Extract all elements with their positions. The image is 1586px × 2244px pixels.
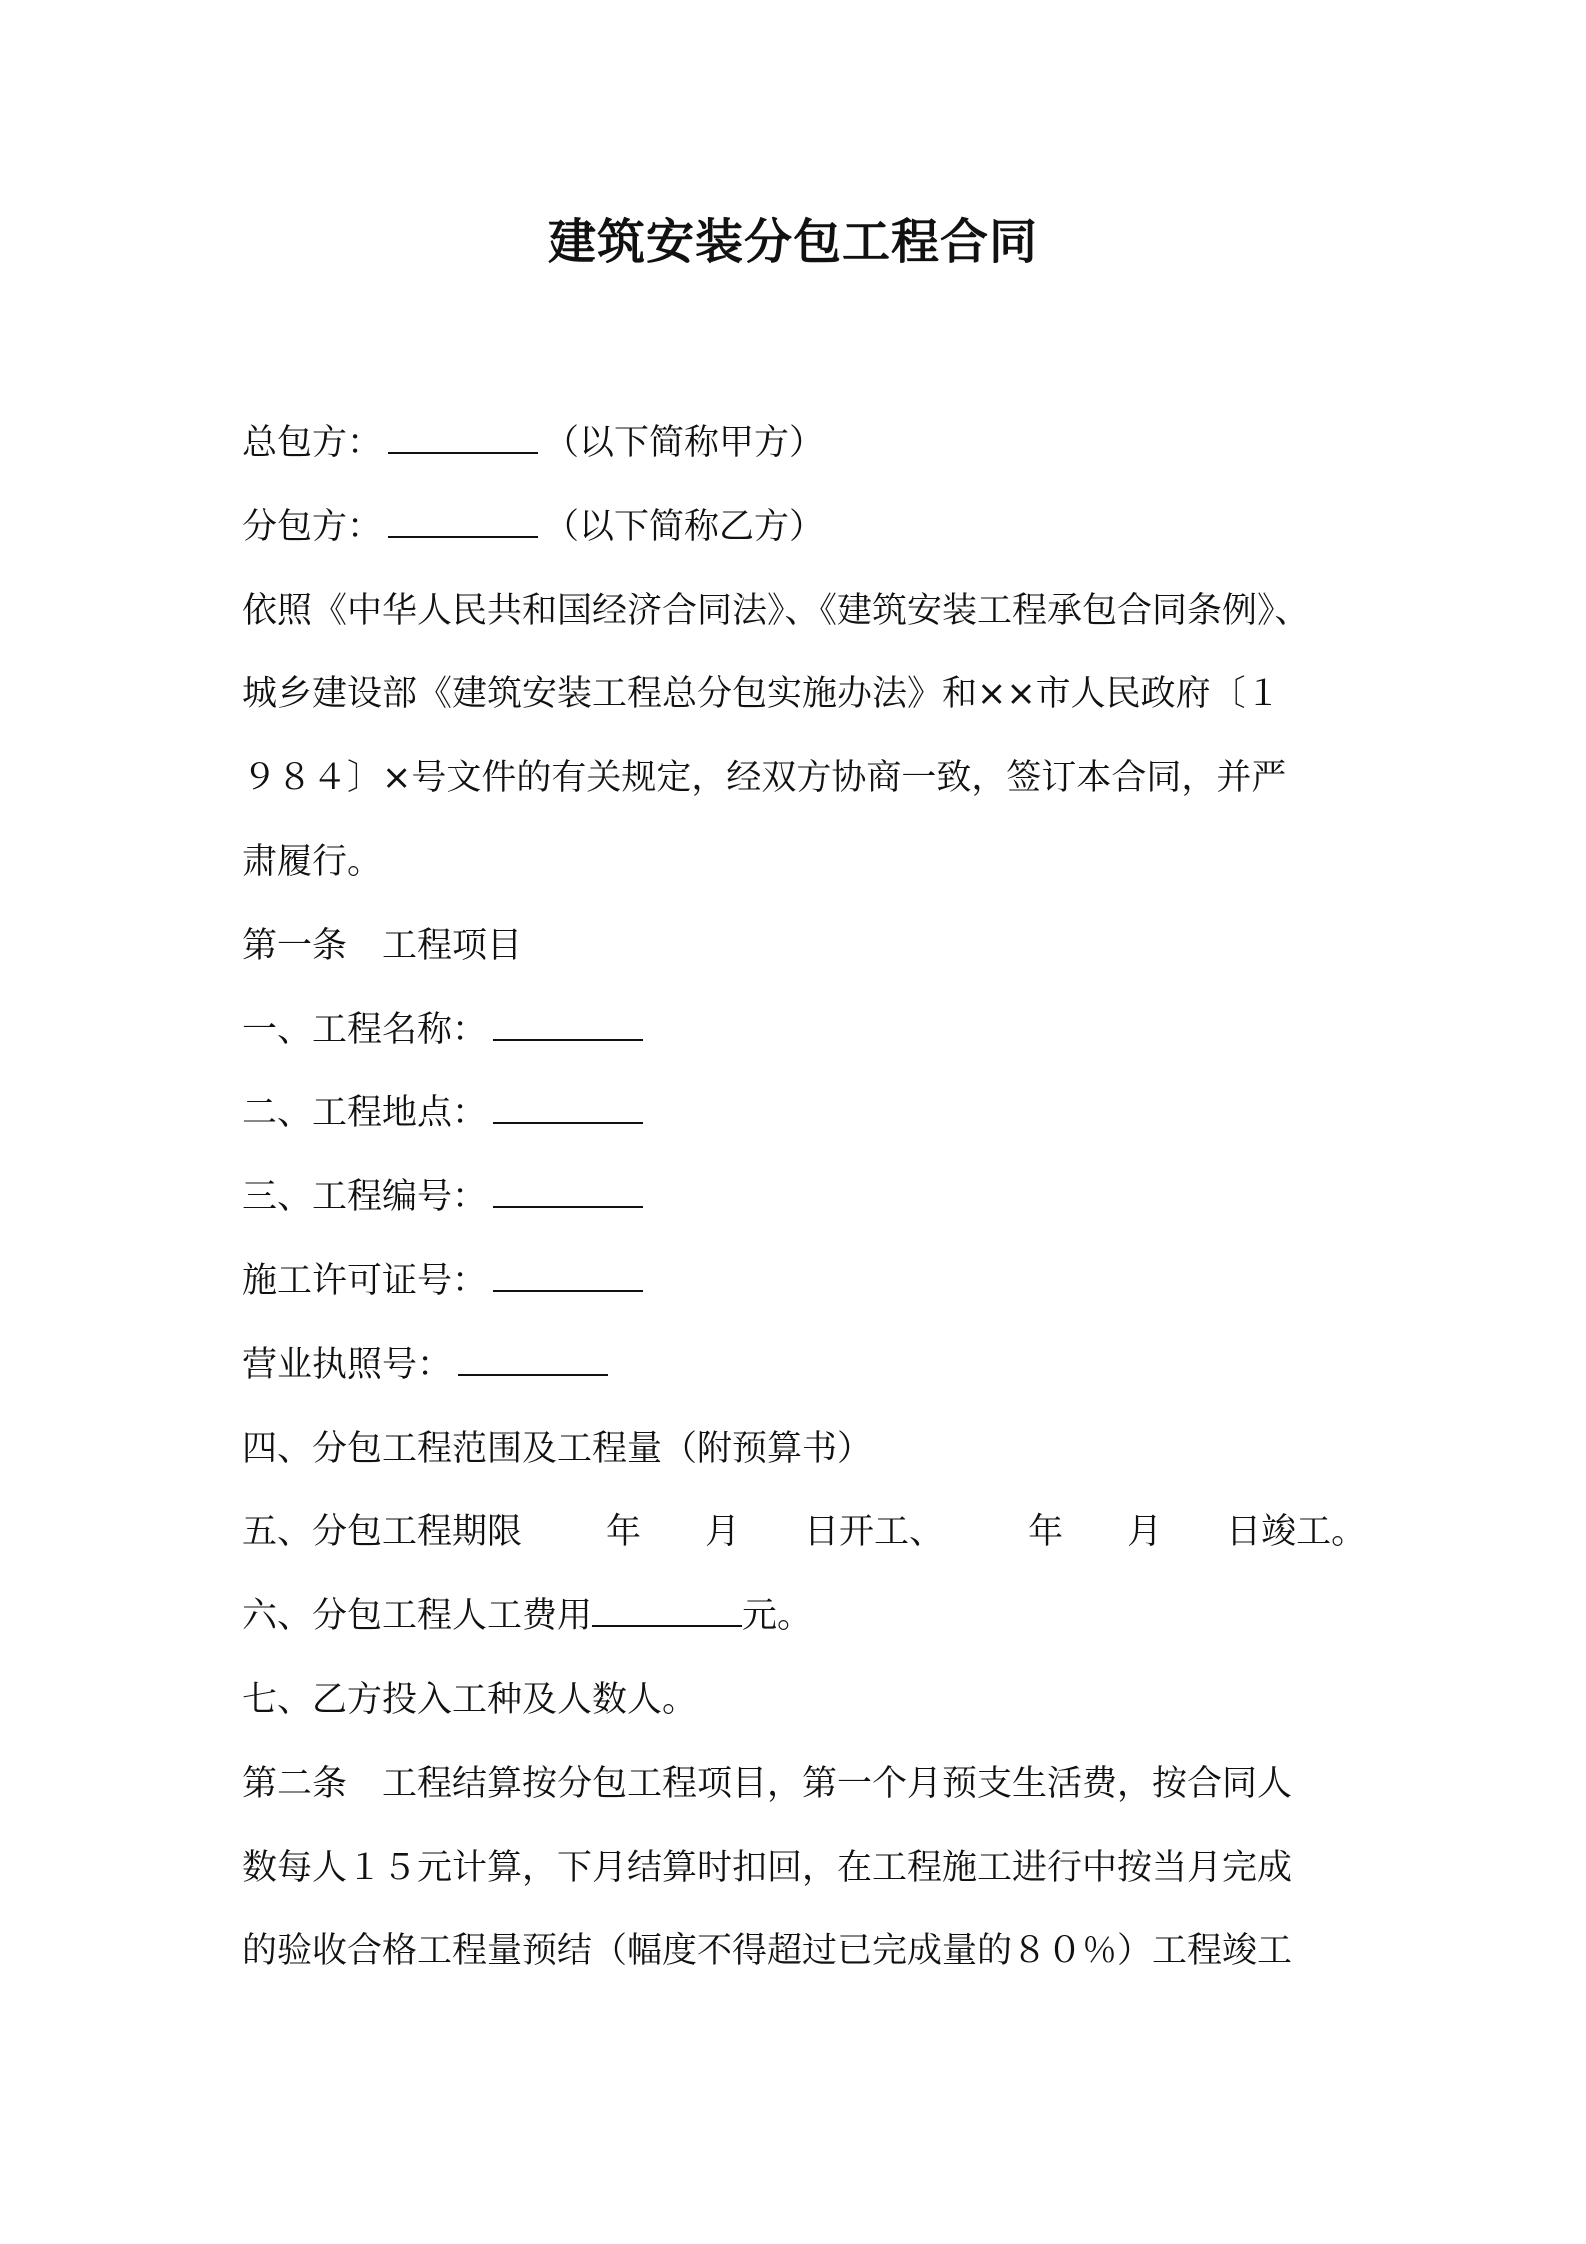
article-2-line: 数每人１５元计算，下月结算时扣回，在工程施工进行中按当月完成 <box>242 1847 1293 1888</box>
subcontractor-note: （以下简称乙方） <box>544 506 825 547</box>
preamble-line: 肃履行。 <box>242 841 383 882</box>
workers-line: 七、乙方投入工种及人数人。 <box>242 1679 698 1720</box>
term-line <box>242 1491 1372 1575</box>
permit-label: 施工许可证号： <box>242 1260 488 1301</box>
preamble-line: ９８４〕×号文件的有关规定，经双方协商一致，签订本合同，并严 <box>242 758 1287 799</box>
project-number-line <box>242 1156 1372 1240</box>
article-2-line: 的验收合格工程量预结（幅度不得超过已完成量的８０％）工程竣工 <box>242 1931 1293 1972</box>
project-location-label: 二、工程地点： <box>242 1093 488 1134</box>
labor-cost-line <box>242 1575 1372 1659</box>
document-title: 建筑安装分包工程合同 <box>547 214 1038 270</box>
license-line <box>242 1324 1372 1408</box>
contractor-note: （以下简称甲方） <box>544 423 825 463</box>
license-blank[interactable] <box>458 1342 608 1376</box>
project-location-line <box>242 1072 1372 1156</box>
license-label: 营业执照号： <box>242 1344 453 1385</box>
term-prefix: 五、分包工程期限 <box>242 1512 523 1553</box>
subcontractor-line <box>242 486 1372 570</box>
end-year-label: 年 <box>1028 1512 1064 1553</box>
contractor-label: 总包方： <box>242 423 383 463</box>
labor-cost-suffix: 元。 <box>742 1596 813 1637</box>
permit-blank[interactable] <box>493 1258 643 1292</box>
end-month-label: 月 <box>1127 1512 1163 1553</box>
preamble-line: 依照《中华人民共和国经济合同法》、《建筑安装工程承包合同条例》、 <box>242 590 1310 631</box>
start-month-label: 月 <box>705 1512 741 1553</box>
project-number-label: 三、工程编号： <box>242 1177 488 1218</box>
labor-cost-prefix: 六、分包工程人工费用 <box>242 1596 593 1637</box>
project-number-blank[interactable] <box>493 1174 643 1208</box>
start-year-label: 年 <box>606 1512 642 1553</box>
project-location-blank[interactable] <box>493 1090 643 1124</box>
subcontractor-blank[interactable] <box>388 504 538 538</box>
article-1-heading: 第一条 工程项目 <box>242 925 523 966</box>
start-day-label: 日开工、 <box>804 1512 945 1553</box>
permit-line <box>242 1240 1372 1324</box>
preamble-line: 城乡建设部《建筑安装工程总分包实施办法》和××市人民政府〔１ <box>242 674 1281 715</box>
labor-cost-blank[interactable] <box>592 1593 742 1627</box>
scope-line: 四、分包工程范围及工程量（附预算书） <box>242 1428 873 1469</box>
document-body <box>242 402 1372 1994</box>
end-day-label: 日竣工。 <box>1226 1512 1367 1553</box>
contractor-blank[interactable] <box>388 420 538 454</box>
project-name-blank[interactable] <box>493 1007 643 1041</box>
subcontractor-label: 分包方： <box>242 506 383 547</box>
project-name-line <box>242 989 1372 1073</box>
contractor-line <box>242 402 1372 486</box>
project-name-label: 一、工程名称： <box>242 1009 488 1050</box>
article-2-line: 第二条 工程结算按分包工程项目，第一个月预支生活费，按合同人 <box>242 1763 1293 1804</box>
